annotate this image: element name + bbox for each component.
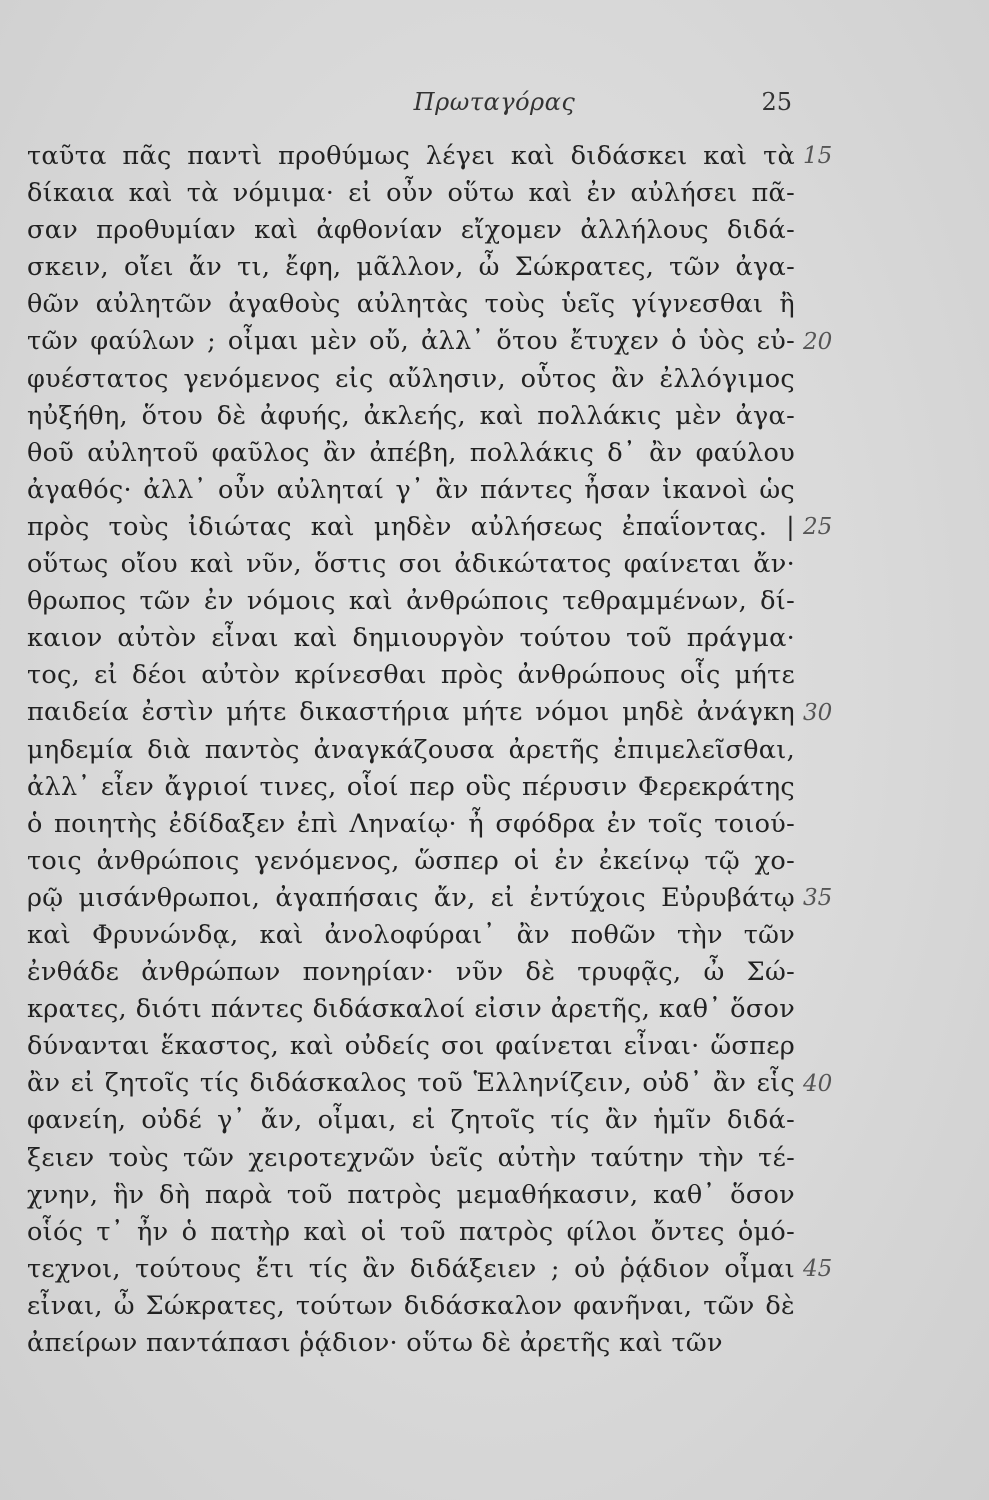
margin-line-number: 15 (803, 143, 833, 169)
text-line: ὁ ποιητὴς ἐδίδαξεν ἐπὶ Ληναίῳ· ἦ σφόδρα ἐν τοῖς τοιού- (27, 808, 795, 839)
text-line: ξειεν τοὺς τῶν χειροτεχνῶν ὑεῖς αὐτὴν ταύτην τὴν τέ- (27, 1142, 795, 1173)
text-line: δίκαια καὶ τὰ νόμιμα· εἰ οὖν οὕτω καὶ ἐν αὐλήσει πᾶ- (27, 178, 795, 209)
text-line: θῶν αὐλητῶν ἀγαθοὺς αὐλητὰς τοὺς ὑεῖς γίγνεσθαι ἢ (27, 289, 795, 320)
text-line: ἂν εἰ ζητοῖς τίς διδάσκαλος τοῦ Ἑλληνίζειν, οὐδ᾽ ἂν εἷς (27, 1068, 795, 1099)
text-line: οἷός τ᾽ ἦν ὁ πατὴρ καὶ οἱ τοῦ πατρὸς φίλοι ὄντες ὁμό- (27, 1216, 795, 1247)
text-line: εἶναι, ὦ Σώκρατες, τούτων διδάσκαλον φανῆναι, τῶν δὲ (27, 1290, 795, 1321)
text-line: παιδεία ἐστὶν μήτε δικαστήρια μήτε νόμοι μηδὲ ἀνάγκη (27, 697, 795, 728)
text-line: ηὐξήθη, ὅτου δὲ ἀφυής, ἀκλεής, καὶ πολλάκις μὲν ἀγα- (27, 400, 795, 431)
text-line: ἀπείρων παντάπασι ῥᾴδιον· οὕτω δὲ ἀρετῆς καὶ τῶν (27, 1328, 723, 1358)
text-line: τοις ἀνθρώποις γενόμενος, ὥσπερ οἱ ἐν ἐκείνῳ τῷ χο- (27, 845, 795, 876)
page-number: 25 (761, 88, 792, 116)
text-line: φυέστατος γενόμενος εἰς αὔλησιν, οὗτος ἂν ἐλλόγιμος (27, 363, 795, 394)
text-line: πρὸς τοὺς ἰδιώτας καὶ μηδὲν αὐλήσεως ἐπαΐοντας. | (27, 511, 795, 542)
margin-line-number: 25 (803, 514, 833, 540)
text-line: μηδεμία διὰ παντὸς ἀναγκάζουσα ἀρετῆς ἐπιμελεῖσθαι, (27, 734, 795, 765)
text-line: τῶν φαύλων ; οἶμαι μὲν οὔ, ἀλλ᾽ ὅτου ἔτυχεν ὁ ὑὸς εὐ- (27, 326, 795, 357)
margin-line-number: 30 (803, 699, 833, 726)
greek-text-block (27, 138, 795, 1362)
text-line: τεχνοι, τούτους ἔτι τίς ἂν διδάξειεν ; οὐ ῥᾴδιον οἶμαι (27, 1253, 795, 1284)
text-line: σαν προθυμίαν καὶ ἀφθονίαν εἴχομεν ἀλλήλους διδά- (27, 215, 795, 246)
text-line: οὕτως οἴου καὶ νῦν, ὅστις σοι ἀδικώτατος φαίνεται ἄν· (27, 549, 795, 580)
margin-line-number: 35 (803, 885, 833, 911)
text-line: θρωπος τῶν ἐν νόμοις καὶ ἀνθρώποις τεθραμμένων, δί- (27, 586, 795, 617)
text-line: ἀλλ᾽ εἶεν ἄγριοί τινες, οἷοί περ οὓς πέρυσιν Φερεκράτης (27, 771, 795, 802)
text-line: φανείη, οὐδέ γ᾽ ἄν, οἶμαι, εἰ ζητοῖς τίς ἂν ἡμῖν διδά- (27, 1105, 795, 1136)
margin-line-number: 20 (803, 328, 833, 355)
margin-line-number: 40 (803, 1070, 833, 1097)
text-line: δύνανται ἕκαστος, καὶ οὐδείς σοι φαίνεται εἶναι· ὥσπερ (27, 1031, 795, 1062)
text-line: καιον αὐτὸν εἶναι καὶ δημιουργὸν τούτου τοῦ πράγμα· (27, 623, 795, 654)
text-line: τος, εἰ δέοι αὐτὸν κρίνεσθαι πρὸς ἀνθρώπους οἷς μήτε (27, 660, 795, 691)
running-title: Πρωταγόρας (413, 88, 576, 116)
text-line: ἐνθάδε ἀνθρώπων πονηρίαν· νῦν δὲ τρυφᾷς, ὦ Σώ- (27, 957, 795, 988)
text-line: ταῦτα πᾶς παντὶ προθύμως λέγει καὶ διδάσκει καὶ τὰ (27, 141, 795, 171)
text-line: ρῷ μισάνθρωποι, ἀγαπήσαις ἄν, εἰ ἐντύχοις Εὐρυβάτῳ (27, 882, 795, 913)
text-line: θοῦ αὐλητοῦ φαῦλος ἂν ἀπέβη, πολλάκις δ᾽ ἂν φαύλου (27, 437, 795, 468)
text-line: κρατες, διότι πάντες διδάσκαλοί εἰσιν ἀρετῆς, καθ᾽ ὅσον (27, 994, 795, 1025)
text-line: καὶ Φρυνώνδᾳ, καὶ ἀνολοφύραι᾽ ἂν ποθῶν τὴν τῶν (27, 919, 795, 950)
margin-line-number: 45 (803, 1256, 833, 1282)
text-line: ἀγαθός· ἀλλ᾽ οὖν αὐληταί γ᾽ ἂν πάντες ἦσαν ἱκανοὶ ὡς (27, 474, 795, 505)
text-line: σκειν, οἴει ἄν τι, ἔφη, μᾶλλον, ὦ Σώκρατες, τῶν ἀγα- (27, 252, 795, 283)
text-line: χνην, ἣν δὴ παρὰ τοῦ πατρὸς μεμαθήκασιν, καθ᾽ ὅσον (27, 1179, 795, 1210)
